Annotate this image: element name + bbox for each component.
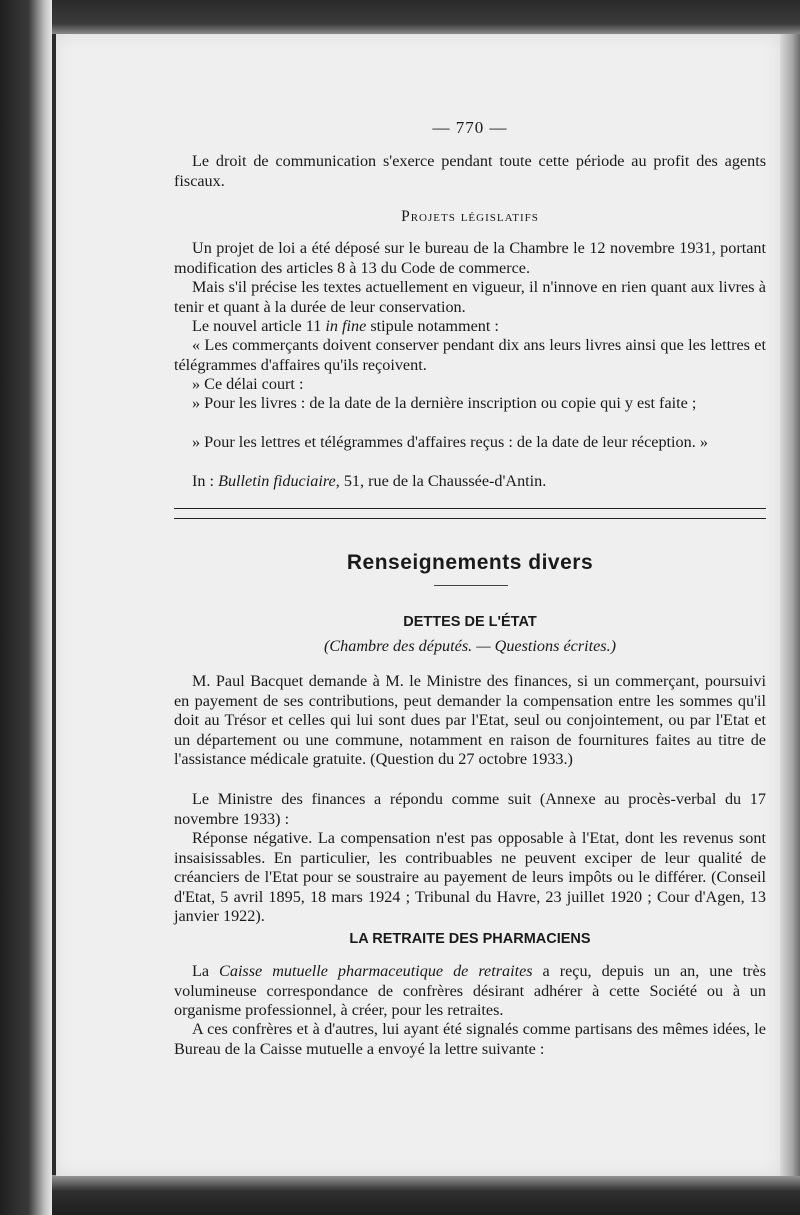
retraite-italic: Caisse mutuelle pharmaceutique de retraites (219, 962, 533, 980)
quote-paragraph-1: « Les commerçants doivent conserver pendant dix ans leurs livres ainsi que les lettres et télégrammes d'affaires qu'ils reçoivent. (174, 336, 766, 374)
source-paragraph (174, 472, 766, 492)
scan-border-top (52, 0, 800, 34)
dettes-paragraph-2: Le Ministre des finances a répondu comme suit (Annexe au procès-verbal du 17 novembre 1933) : (174, 790, 766, 828)
section-heading-projets (174, 208, 766, 226)
section-heading-text: Projets législatifs (401, 208, 539, 225)
page-number: — 770 — (432, 118, 508, 137)
retraite-heading: LA RETRAITE DES PHARMACIENS (349, 931, 591, 947)
retraite-text-after: a reçu, depuis un an, une très volumineuse correspondance de confrères désirant adhérer à cette Société ou à un organisme professionnel, à créer, pour les retraites. (174, 962, 766, 1020)
section-divider-bottom (174, 518, 766, 519)
source-text-after: , 51, rue de la Chaussée-d'Antin. (335, 472, 547, 490)
document-page (56, 34, 780, 1176)
dettes-subtitle: (Chambre des députés. — Questions écrites.) (323, 637, 617, 655)
dettes-heading: DETTES DE L'ÉTAT (403, 614, 537, 630)
projets-paragraph-3 (174, 317, 766, 337)
page-edge-right (780, 34, 800, 1176)
source-text-before: In : (192, 472, 219, 490)
projets-paragraph-2: Mais s'il précise les textes actuellement en vigueur, il n'innove en rien quant aux livres à tenir et quant à la durée de leur conservation. (174, 278, 766, 316)
quote-paragraph-2: » Ce délai court : (192, 375, 304, 393)
source-italic: Bulletin fiduciaire (218, 472, 336, 490)
retraite-text-before: La (192, 962, 220, 980)
projets-paragraph-1: Un projet de loi a été déposé sur le bureau de la Chambre le 12 novembre 1931, portant modification des articles 8 à 13 du Code de commerce. (174, 239, 766, 277)
quote-paragraph-4: » Pour les lettres et télégrammes d'affaires reçus : de la date de leur réception. » (192, 433, 708, 451)
p3-italic: in fine (325, 317, 367, 335)
dettes-paragraph-3: Réponse négative. La compensation n'est pas opposable à l'Etat, dont les revenus sont insaisissables. En particulier, les contribuables ne peuvent exciper de leur qualité de créanciers de l'Etat pour se soustraire au payement de leurs impôts ou le différer. (Conseil d'Etat, 5 avril 1895, 18 mars 1924 ; Tribunal du Havre, 23 juillet 1920 ; Cour d'Agen, 13 janvier 1922). (174, 829, 766, 926)
section-title: Renseignements divers (346, 551, 594, 574)
p3-text-after: stipule notamment : (366, 317, 499, 335)
retraite-paragraph-1 (174, 962, 766, 1021)
intro-paragraph: Le droit de communication s'exerce pendant toute cette période au profit des agents fiscaux. (174, 152, 766, 190)
quote-paragraph-3: » Pour les livres : de la date de la dernière inscription ou copie qui y est faite ; (192, 394, 697, 412)
title-underline (434, 585, 508, 586)
scan-border-bottom (52, 1175, 800, 1215)
dettes-paragraph-1: M. Paul Bacquet demande à M. le Ministre des finances, si un commerçant, poursuivi en payement de ses contributions, peut demander la compensation entre les sommes qu'il doit au Trésor et celles qui lui sont dues par l'Etat, seul ou conjointement, ou par l'Etat et un département ou une commune, notamment en raison de fournitures faites au titre de l'assistance médicale gratuite. (Question du 27 octobre 1933.) (174, 672, 766, 769)
p3-text-before: Le nouvel article 11 (192, 317, 326, 335)
scan-border-left (0, 0, 52, 1215)
retraite-paragraph-2: A ces confrères et à d'autres, lui ayant été signalés comme partisans des mêmes idées, le Bureau de la Caisse mutuelle a envoyé la lettre suivante : (174, 1020, 766, 1058)
section-divider-top (174, 508, 766, 509)
